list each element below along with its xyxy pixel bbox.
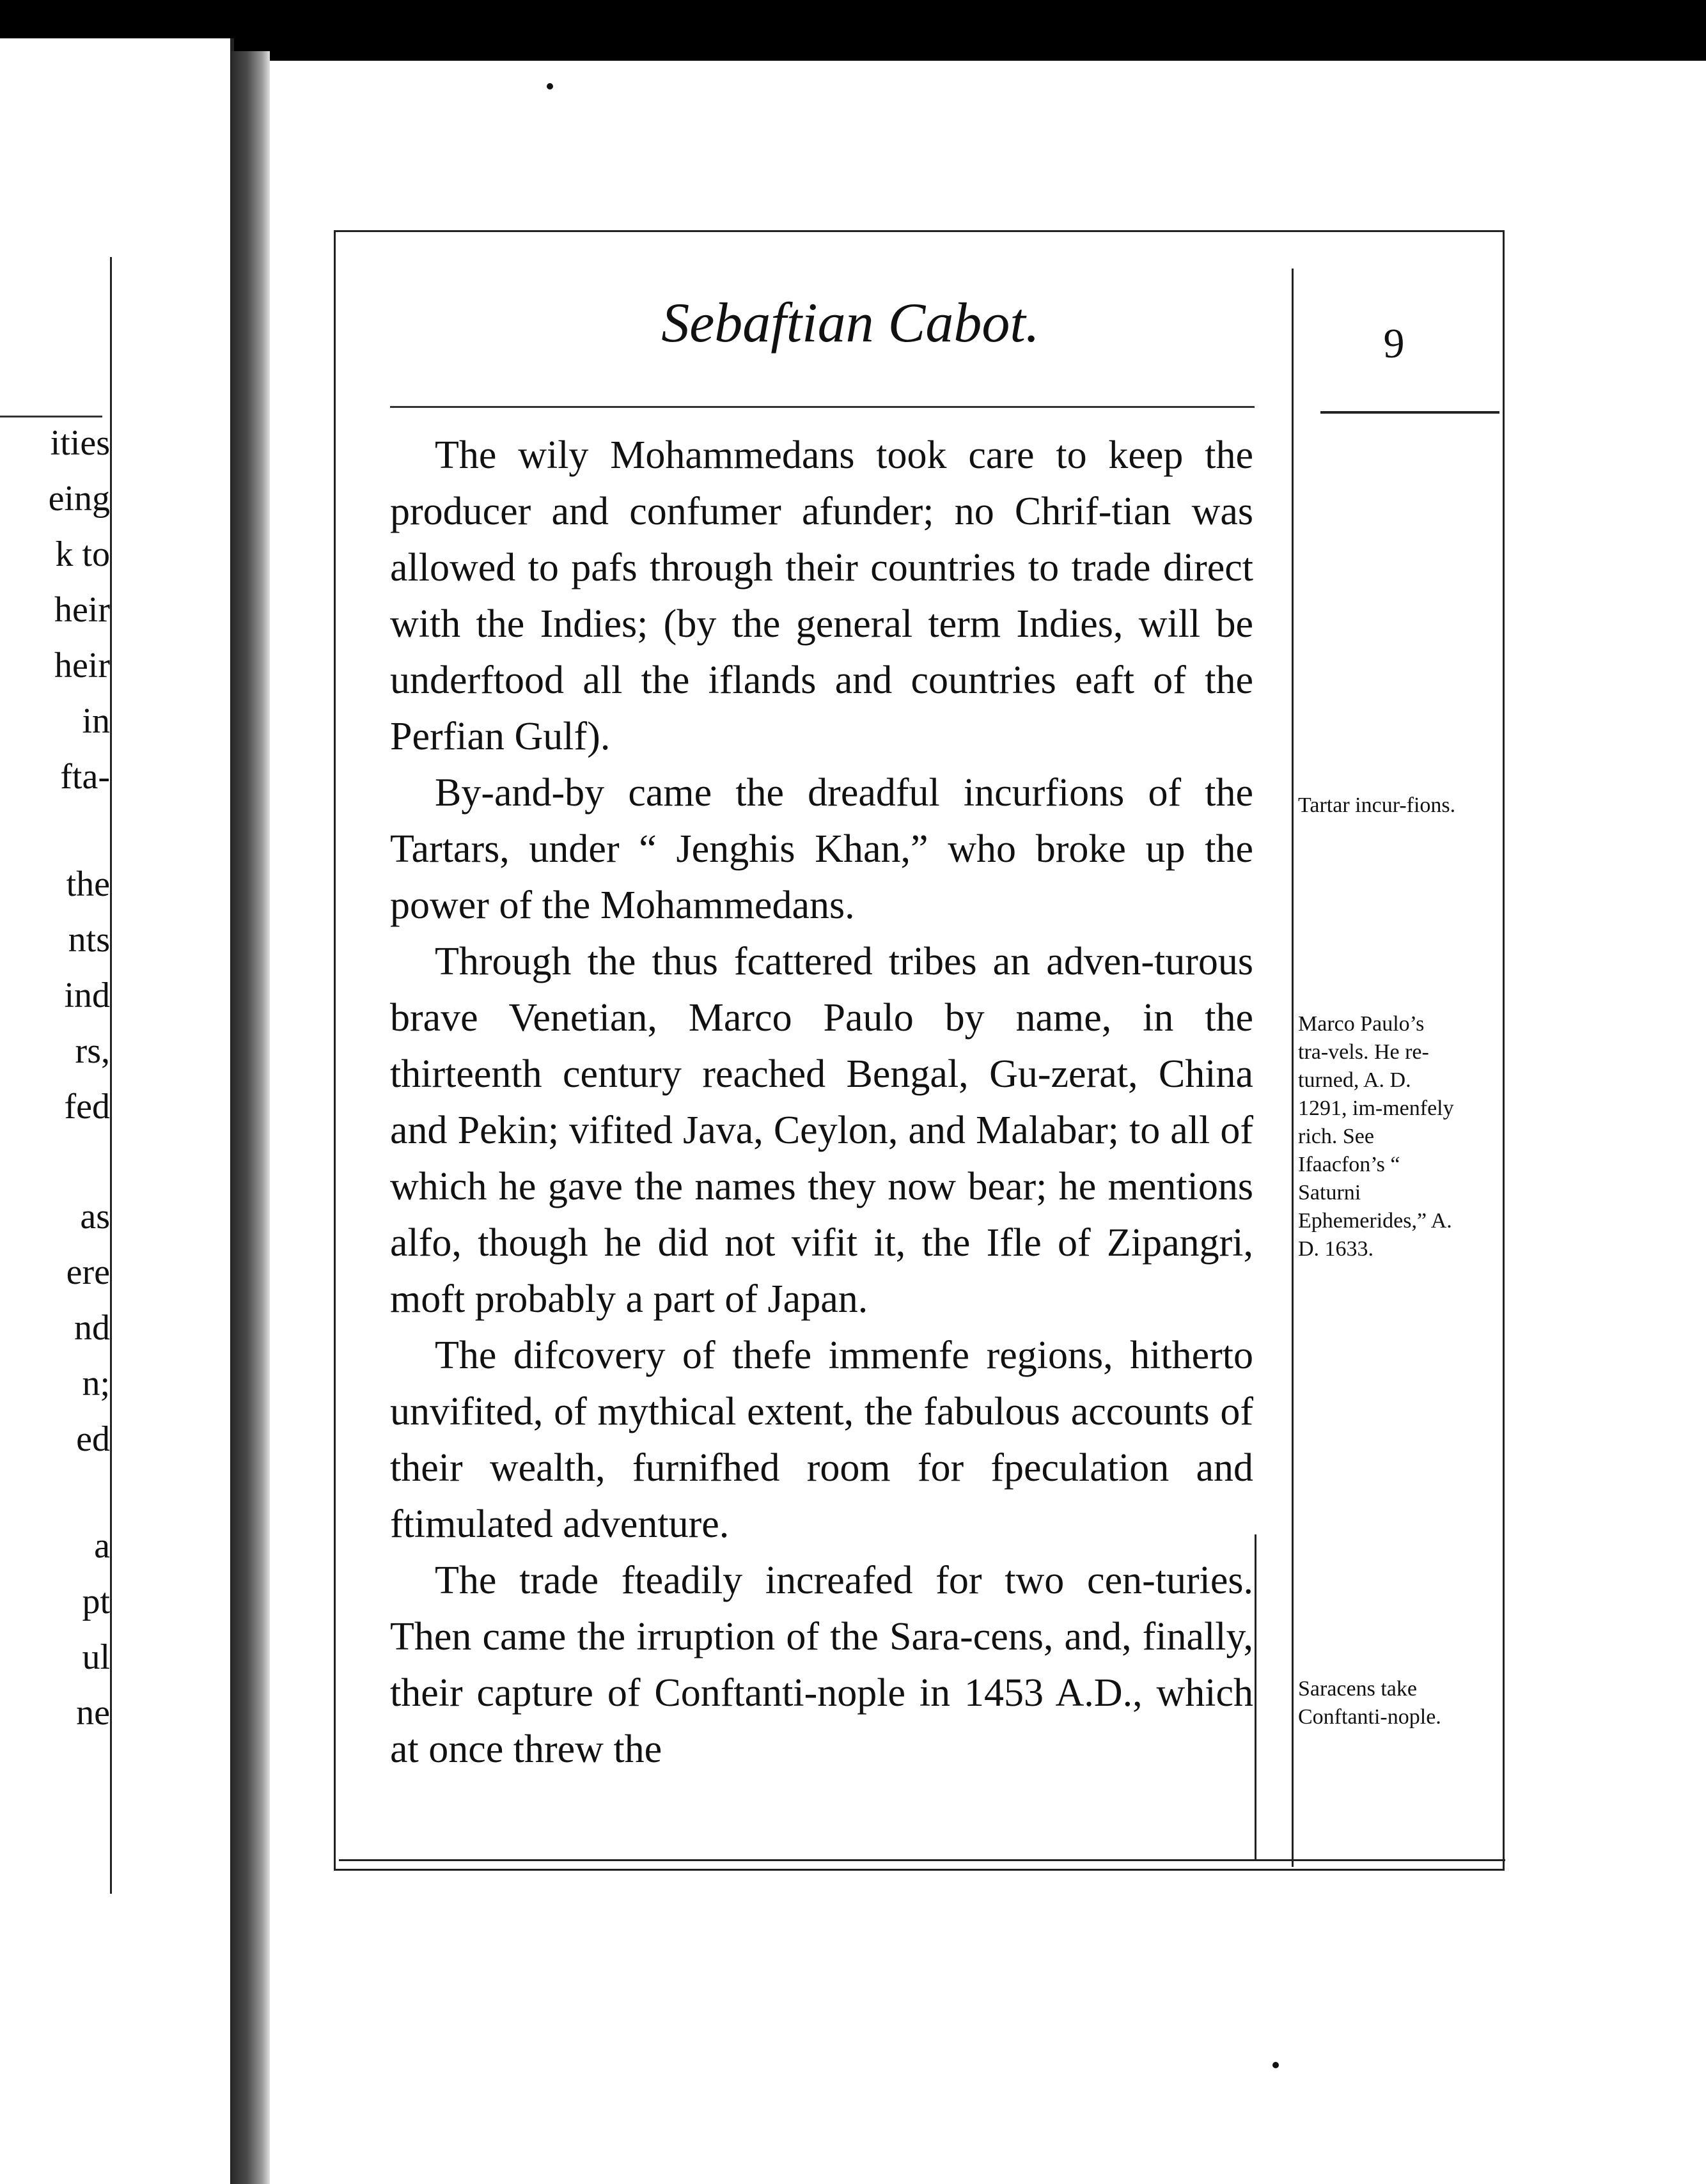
frame-bottom-rule — [339, 1859, 1505, 1861]
facing-page — [0, 38, 234, 2184]
margin-note: Marco Paulo’s tra-vels. He re-turned, A. D. 1291, im-menfely rich. See Ifaacfon’s “ Saturni Ephemerides,” A. D. 1633. — [1298, 1012, 1454, 1261]
paragraph-text: Through the thus fcattered tribes an adven-turous brave Venetian, Marco Paulo by name, in the thirteenth century reached Bengal, Gu-zerat, China and Pekin; vifited Java, Ceylon, and Malabar; to all of which he gave the names they now bear; he mentions alfo, though he did not vifit it, the Ifle of Zipangri, moft probably a part of Japan. — [390, 940, 1253, 1321]
facing-page-fragment: ere — [66, 1252, 110, 1292]
scan-speck — [1272, 2062, 1279, 2068]
facing-page-fragment: the — [66, 864, 110, 904]
paragraph-text: The trade fteadily increafed for two cen-turies. Then came the irruption of the Sara-cens, and, finally, their capture of Conftanti-nople in 1453 A.D., which at once threw the — [390, 1559, 1253, 1771]
facing-page-fragment: ul — [82, 1637, 110, 1677]
body-text — [390, 427, 1253, 1777]
facing-page-fragment: ind — [64, 976, 110, 1015]
facing-page-fragment: heir — [54, 590, 110, 630]
facing-page-fragment: ne — [76, 1693, 110, 1733]
paragraph-text: The difcovery of thefe immenfe regions, hitherto unvifited, of mythical extent, the fabulous accounts of their wealth, furnifhed room for fpeculation and ftimulated adventure. — [390, 1334, 1253, 1546]
facing-page-fragment: pt — [82, 1582, 110, 1621]
facing-page-fragment: nd — [74, 1308, 110, 1348]
page-number: 9 — [1383, 320, 1405, 367]
facing-page-fragment: in — [82, 701, 110, 741]
scan-speck — [547, 83, 553, 90]
paragraph — [390, 1552, 1253, 1777]
paragraph — [390, 933, 1253, 1327]
margin-column-rule — [1292, 269, 1294, 1867]
facing-page-fragment: nts — [68, 920, 110, 960]
facing-page-fragment: ed — [76, 1419, 110, 1459]
facing-page-fragment: k to — [55, 534, 110, 574]
facing-page-fragment: fta- — [60, 757, 110, 797]
margin-note: Saracens take Conftanti-nople. — [1298, 1677, 1441, 1729]
running-head: Sebaftian Cabot. — [661, 292, 1040, 354]
paragraph — [390, 1327, 1253, 1552]
facing-page-fragment: as — [80, 1197, 110, 1236]
facing-page-fragment: rs, — [75, 1031, 110, 1071]
text-column-rule — [1255, 1534, 1256, 1860]
facing-page-fragment: a — [94, 1526, 110, 1566]
book-gutter-shadow — [231, 51, 270, 2184]
paragraph — [390, 427, 1253, 765]
facing-page-fragment: ities — [50, 423, 110, 463]
margin-note: Tartar incur-fions. — [1298, 793, 1456, 817]
paragraph — [390, 765, 1253, 933]
facing-page-fragment: heir — [54, 646, 110, 685]
facing-page-fragment: fed — [64, 1087, 110, 1127]
facing-page-fragment: n; — [82, 1364, 110, 1403]
paragraph-text: The wily Mohammedans took care to keep the producer and confumer afunder; no Chrif-tian was allowed to pafs through their countries to trade direct with the Indies; (by the general term Indies, will be underftood all the iflands and countries eaft of the Perfian Gulf). — [390, 433, 1253, 758]
paragraph-text: By-and-by came the dreadful incurfions of the Tartars, under “ Jenghis Khan,” who broke up the power of the Mohammedans. — [390, 771, 1253, 927]
page-number-rule — [1320, 411, 1499, 414]
facing-page-fragment: eing — [48, 479, 110, 519]
header-rule — [390, 406, 1255, 408]
